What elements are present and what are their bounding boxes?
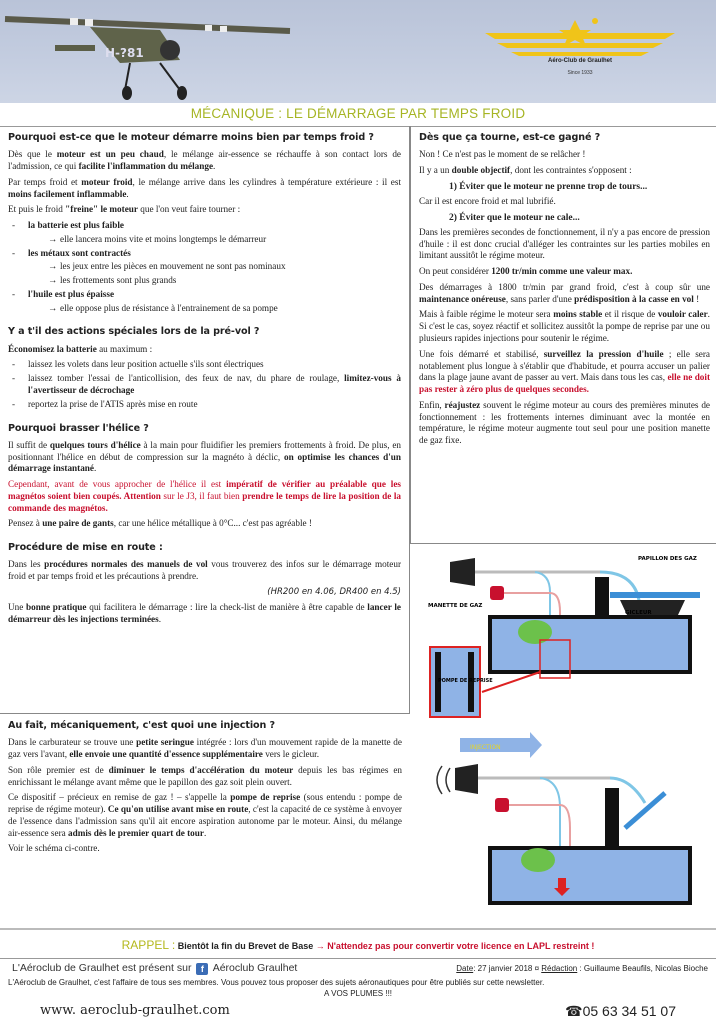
list-item: - l'huile est plus épaisse [8, 289, 401, 301]
paragraph: Enfin, réajustez souvent le régime moteur au cours des premières minutes de fonctionnement : les frottements internes diminuant avec la montée en température, le régime moteur augmente tout seul pour une position manette de gaz fixe. [419, 399, 710, 446]
svg-text:POMPE DE REPRISE: POMPE DE REPRISE [438, 678, 493, 684]
carburetor-diagram-injection [430, 728, 710, 923]
header-banner [0, 0, 716, 103]
paragraph: Il suffit de quelques tours d'hélice à la main pour fluidifier les premiers frottements à froid. De plus, en positionnant l'hélice en début de compression sur la magnéto à déclic, on optimise les chances d'un démarrage instantané. [8, 439, 402, 474]
paragraph: On peut considérer 1200 tr/min comme une valeur max. [419, 266, 633, 277]
paragraph: Non ! Ce n'est pas le moment de se relâcher ! [419, 149, 586, 160]
rappel-label: RAPPEL : [121, 938, 176, 952]
section-heading: Dès que ça tourne, est-ce gagné ? [419, 132, 601, 143]
paragraph: Son rôle premier est de diminuer le temps d'accélération du moteur depuis les bas régimes en enrichissant le mélange avant même que le papillon des gaz soit plein ouvert. [8, 764, 402, 787]
svg-text:GICLEUR: GICLEUR [625, 610, 652, 616]
section-heading: Pourquoi est-ce que le moteur démarre moins bien par temps froid ? [8, 132, 374, 143]
list-item: - la batterie est plus faible [8, 220, 401, 232]
section-heading: Procédure de mise en route : [8, 542, 163, 554]
paragraph: Voir le schéma ci-contre. [8, 843, 100, 854]
warning-paragraph: Cependant, avant de vous approcher de l'hélice il est impératif de vérifier au préalable que les magnétos soient bien coupés. Attention sur le J3, il faut bien prendre le temps de lire la position de la commande des magnétos. [8, 479, 401, 513]
rappel-text: Bientôt la fin du Brevet de Base [177, 941, 314, 951]
svg-text:MANETTE DE GAZ: MANETTE DE GAZ [428, 603, 483, 609]
left-column [0, 126, 410, 714]
svg-text:INJECTION: INJECTION [470, 744, 501, 751]
paragraph: Mais à faible régime le moteur sera moins stable et il risque de vouloir caler. Si c'est le cas, soyez réactif et sollicitez aussitôt la pompe de reprise par une ou plusieurs rapides injections pour soutenir le régime. [419, 309, 710, 343]
section-heading: Au fait, mécaniquement, c'est quoi une injection ? [8, 720, 275, 731]
divider [0, 928, 716, 930]
paragraph: Dans les procédures normales des manuels de vol vous trouverez des infos sur le démarrage moteur froid et par temps froid et les précautions à prendre. [8, 559, 402, 582]
svg-text:H-?81: H-?81 [105, 46, 144, 60]
facebook-icon[interactable]: f [196, 963, 208, 975]
phone-icon: ☎ [565, 1003, 583, 1019]
list-item: - les métaux sont contractés [8, 248, 401, 260]
paragraph: Dès que le moteur est un peu chaud, le mélange air-essence se réchauffe à son contact lors de l'admission, ce qui facilite l'inflammation du mélange. [8, 149, 402, 172]
section-heading: Y a t'il des actions spéciales lors de la pré-vol ? [8, 326, 260, 338]
logo-name: Aéro-Club de Graulhet [547, 58, 612, 64]
sub-list-item: → les jeux entre les pièces en mouvement ne sont pas nominaux [8, 261, 401, 273]
publication-info: Date: 27 janvier 2018 ¤ Rédaction : Guillaume Beaufils, Nicolas Bioche [456, 964, 708, 973]
paragraph: Dans les premières secondes de fonctionnement, il n'y a pas encore de pression d'huile : il est donc crucial d'alléger les contraintes sur les parties mobiles en limitant aussitôt le régime moteur. [419, 226, 710, 261]
paragraph: Économisez la batterie au maximum : [8, 343, 153, 354]
objective-1: 1) Éviter que le moteur ne prenne trop de tours... [449, 181, 648, 192]
footer-call: A VOS PLUMES !!! [323, 989, 393, 998]
footer-message: L'Aéroclub de Graulhet, c'est l'affaire de tous ses membres. Vous pouvez tous proposer des sujets aéronautiques pour être publiés sur cette newsletter. [8, 978, 545, 987]
paragraph: Des démarrages à 1800 tr/min par grand froid, c'est à coup sûr une maintenance onéreuse, sans parler d'une prédisposition à la casse en vol ! [419, 281, 710, 304]
rappel-alert: N'attendez pas pour convertir votre licence en LAPL restreint ! [327, 941, 595, 951]
carburetor-diagram-rest [420, 552, 710, 722]
phone-number: ☎05 63 34 51 07 [565, 1003, 676, 1019]
arrow-icon: → [315, 941, 325, 951]
paragraph: Il y a un double objectif, dont les contraintes s'opposent : [419, 165, 632, 176]
paragraph: Par temps froid et moteur froid, le mélange arrive dans les cylindres à température extérieure : il est moins facilement inflammable. [8, 176, 401, 199]
svg-text:PAPILLON DES GAZ: PAPILLON DES GAZ [638, 556, 697, 562]
list-item: - laissez les volets dans leur position actuelle s'ils sont électriques [8, 359, 401, 371]
facebook-link[interactable]: Aéroclub Graulhet [212, 962, 298, 974]
paragraph: Car il est encore froid et mal lubrifié. [419, 195, 556, 206]
sub-list-item: → les frottements sont plus grands [8, 275, 401, 287]
list-item: - laissez tomber l'essai de l'anticollision, des feux de nav, du phare de roulage, limitez-vous à l'avertisseur de décrochage [8, 373, 401, 397]
paragraph: Et puis le froid "freine" le moteur que l'on veut faire tourner : [8, 204, 241, 215]
right-column [410, 126, 716, 544]
manual-reference: (HR200 en 4.06, DR400 en 4.5) [267, 586, 401, 597]
social-line: L'Aéroclub de Graulhet est présent sur f Aéroclub Graulhet [12, 962, 298, 974]
objective-2: 2) Éviter que le moteur ne cale... [449, 212, 580, 223]
website-link[interactable]: www. aeroclub-graulhet.com [40, 1003, 230, 1018]
logo-since: Since 1933 [567, 70, 593, 76]
section-heading: Pourquoi brasser l'hélice ? [8, 422, 149, 434]
divider [0, 958, 716, 959]
paragraph: Une bonne pratique qui facilitera le démarrage : lire la check-list de manière à être capable de lancer le démarreur dès les injections terminées. [8, 601, 401, 624]
sub-list-item: → elle lancera moins vite et moins longtemps le démarreur [8, 234, 401, 246]
sub-list-item: → elle oppose plus de résistance à l'entrainement de sa pompe [8, 303, 401, 315]
page-title: MÉCANIQUE : LE DÉMARRAGE PAR TEMPS FROID [190, 106, 526, 121]
list-item: - reportez la prise de l'ATIS après mise en route [8, 399, 401, 411]
paragraph: Dans le carburateur se trouve une petite seringue intégrée : lors d'un mouvement rapide de la manette de gaz vers l'avant, elle envoie une quantité d'essence supplémentaire vers le gicleur. [8, 737, 402, 760]
rappel-banner [0, 938, 716, 953]
airplane-photo [0, 5, 300, 100]
injection-section [0, 714, 410, 859]
paragraph: Une fois démarré et stabilisé, surveillez la pression d'huile ; elle sera notablement plus longue à s'établir que d'habitude, et pourra accuser un palier dans la plage jaune avant de passer au vert. Mais dans tous les cas, elle ne doit pas rester à zéro plus de quelques secondes. [419, 348, 711, 395]
paragraph: Ce dispositif – précieux en remise de gaz ! – s'appelle la pompe de reprise (sous entendu : pompe de reprise de régime moteur). Ce qu'on utilise avant mise en route, c'est la capacité de ce système à envoyer de l'essence dans l'admission sans qu'il ait encore aspiration autonome par le moteur. Ainsi, du mélange air-essence sera admis dès le premier quart de tour. [8, 792, 402, 838]
paragraph: Pensez à une paire de gants, car une hélice métallique à 0°C... c'est pas agréable ! [8, 518, 312, 529]
